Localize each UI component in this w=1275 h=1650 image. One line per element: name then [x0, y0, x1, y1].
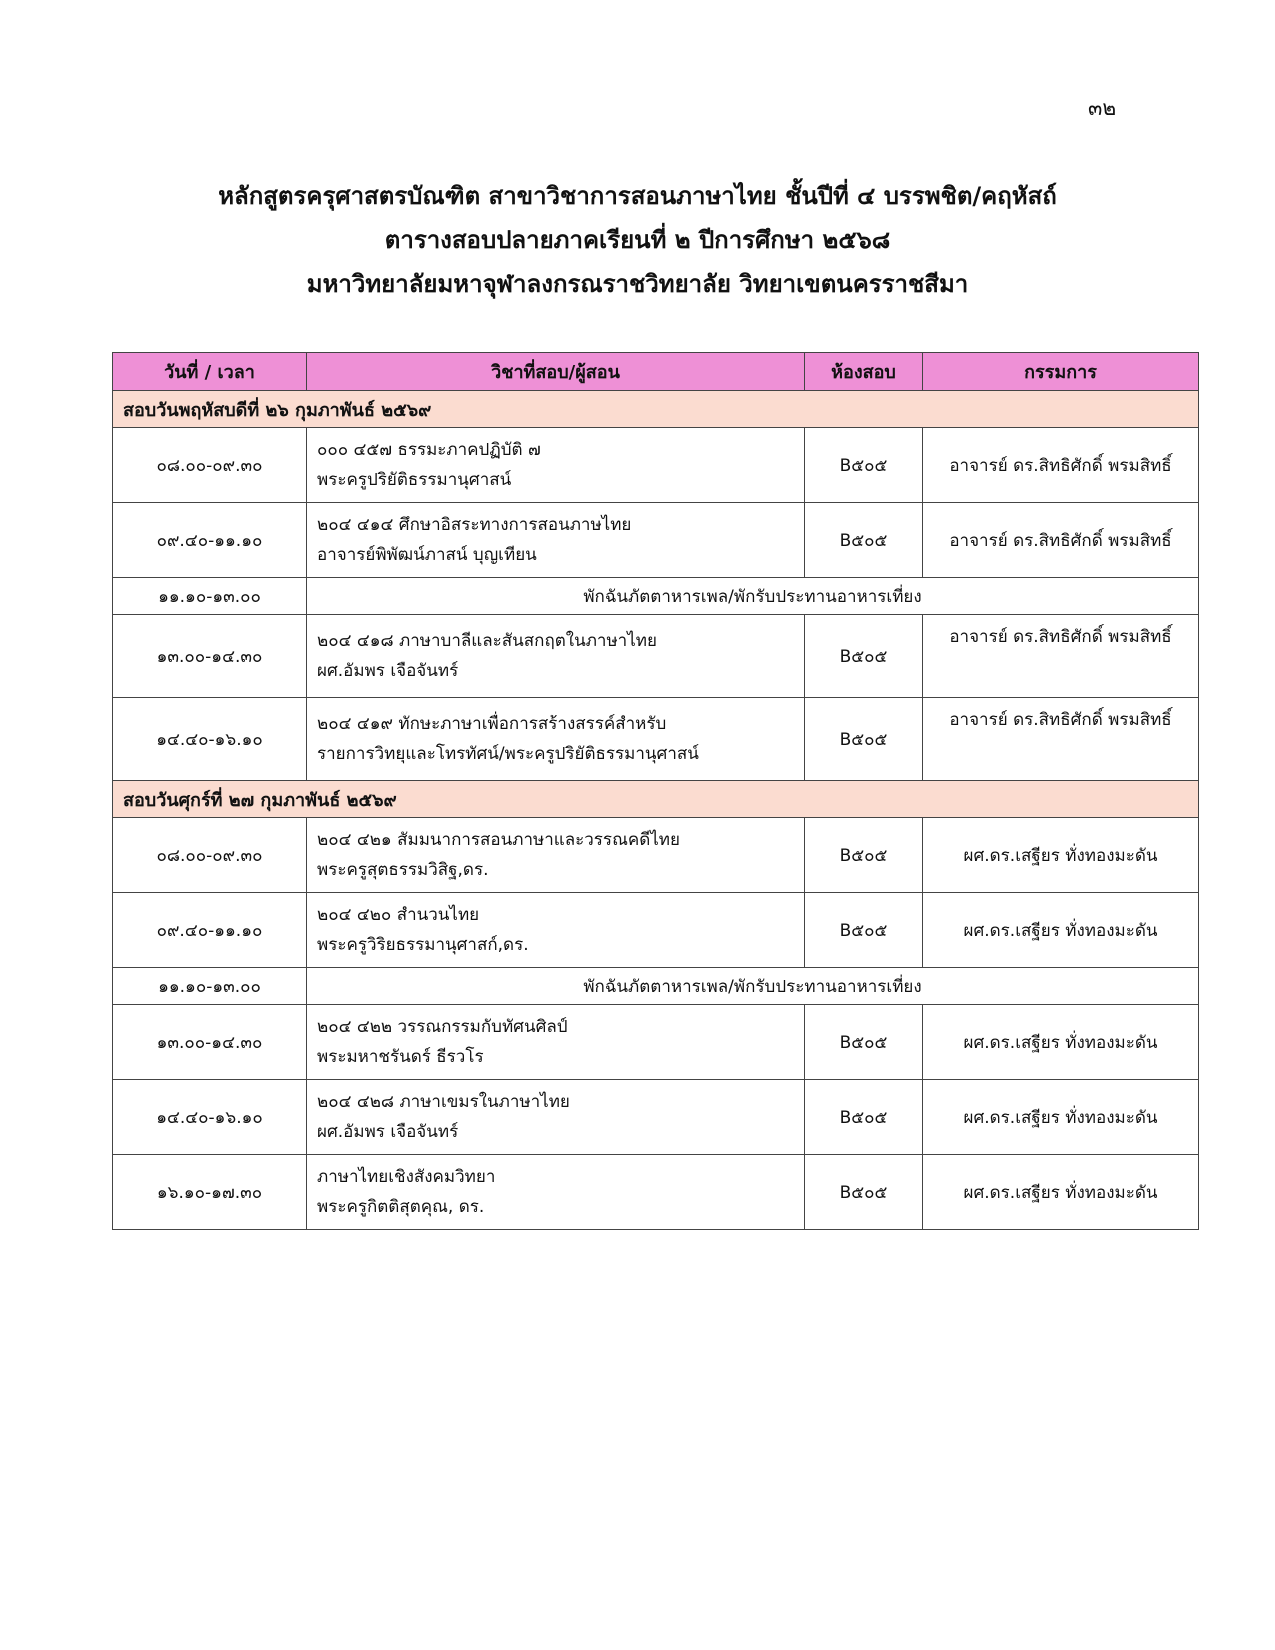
exam-subject-cell [307, 1080, 805, 1155]
exam-subject-cell [307, 893, 805, 968]
exam-time: ๐๘.๐๐-๐๙.๓๐ [113, 428, 307, 503]
exam-committee: ผศ.ดร.เสฐียร ทั่งทองมะดัน [923, 893, 1199, 968]
exam-subject-cell [307, 503, 805, 578]
exam-committee: อาจารย์ ดร.สิทธิศักดิ์ พรมสิทธิ์ [923, 698, 1199, 781]
break-row [113, 578, 1199, 615]
table-row [113, 1005, 1199, 1080]
exam-teacher: อาจารย์พิพัฒน์ภาสน์ บุญเทียน [317, 545, 537, 565]
exam-committee: อาจารย์ ดร.สิทธิศักดิ์ พรมสิทธิ์ [923, 615, 1199, 698]
table-row [113, 1080, 1199, 1155]
break-row [113, 968, 1199, 1005]
exam-teacher: รายการวิทยุและโทรทัศน์/พระครูปริยัติธรรมานุศาสน์ [317, 744, 699, 764]
day-row [113, 781, 1199, 818]
exam-time: ๑๔.๔๐-๑๖.๑๐ [113, 698, 307, 781]
exam-subject-cell [307, 428, 805, 503]
exam-teacher: ผศ.อัมพร เจือจันทร์ [317, 661, 459, 681]
exam-committee: ผศ.ดร.เสฐียร ทั่งทองมะดัน [923, 1155, 1199, 1230]
exam-subject-cell [307, 698, 805, 781]
header-room: ห้องสอบ [805, 353, 923, 391]
header-time: วันที่ / เวลา [113, 353, 307, 391]
exam-subject-cell [307, 615, 805, 698]
exam-teacher: พระครูวิริยธรรมานุศาสก์,ดร. [317, 935, 529, 955]
exam-time: ๐๘.๐๐-๐๙.๓๐ [113, 818, 307, 893]
day-label: สอบวันศุกร์ที่ ๒๗ กุมภาพันธ์ ๒๕๖๙ [113, 781, 1199, 818]
day-label: สอบวันพฤหัสบดีที่ ๒๖ กุมภาพันธ์ ๒๕๖๙ [113, 391, 1199, 428]
title-university: มหาวิทยาลัยมหาจุฬาลงกรณราชวิทยาลัย วิทยาเขตนครราชสีมา [306, 270, 969, 298]
exam-subject: ๒๐๔ ๔๑๘ ภาษาบาลีและสันสกฤตในภาษาไทย [317, 631, 657, 651]
exam-committee: อาจารย์ ดร.สิทธิศักดิ์ พรมสิทธิ์ [923, 503, 1199, 578]
exam-teacher: พระมหาชรันดร์ ธีรวโร [317, 1047, 484, 1067]
exam-subject: ๒๐๔ ๔๒๑ สัมมนาการสอนภาษาและวรรณคดีไทย [317, 830, 680, 850]
exam-committee: ผศ.ดร.เสฐียร ทั่งทองมะดัน [923, 1005, 1199, 1080]
exam-room: B๕๐๕ [805, 818, 923, 893]
table-row [113, 893, 1199, 968]
exam-schedule-table [112, 352, 1199, 1230]
title-exam-schedule: ตารางสอบปลายภาคเรียนที่ ๒ ปีการศึกษา ๒๕๖๘ [384, 226, 891, 254]
break-time: ๑๑.๑๐-๑๓.๐๐ [113, 968, 307, 1005]
exam-teacher: พระครูกิตติสุตคุณ, ดร. [317, 1197, 485, 1217]
table-row [113, 503, 1199, 578]
break-label: พักฉันภัตตาหารเพล/พักรับประทานอาหารเที่ยง [307, 968, 1199, 1005]
break-label: พักฉันภัตตาหารเพล/พักรับประทานอาหารเที่ยง [307, 578, 1199, 615]
exam-committee: ผศ.ดร.เสฐียร ทั่งทองมะดัน [923, 818, 1199, 893]
table-row [113, 818, 1199, 893]
exam-room: B๕๐๕ [805, 893, 923, 968]
exam-room: B๕๐๕ [805, 1080, 923, 1155]
exam-subject: ๐๐๐ ๔๕๗ ธรรมะภาคปฏิบัติ ๗ [317, 440, 541, 460]
exam-time: ๑๓.๐๐-๑๔.๓๐ [113, 615, 307, 698]
exam-subject-cell [307, 1155, 805, 1230]
exam-teacher: พระครูปริยัติธรรมานุศาสน์ [317, 470, 512, 490]
exam-time: ๑๔.๔๐-๑๖.๑๐ [113, 1080, 307, 1155]
table-row [113, 698, 1199, 781]
day-row [113, 391, 1199, 428]
table-row [113, 428, 1199, 503]
exam-time: ๐๙.๔๐-๑๑.๑๐ [113, 893, 307, 968]
exam-subject: ๒๐๔ ๔๑๔ ศึกษาอิสระทางการสอนภาษไทย [317, 515, 632, 535]
exam-subject-cell [307, 818, 805, 893]
exam-committee: ผศ.ดร.เสฐียร ทั่งทองมะดัน [923, 1080, 1199, 1155]
exam-subject: ๒๐๔ ๔๒๘ ภาษาเขมรในภาษาไทย [317, 1092, 570, 1112]
exam-room: B๕๐๕ [805, 503, 923, 578]
exam-room: B๕๐๕ [805, 428, 923, 503]
exam-subject-cell [307, 1005, 805, 1080]
exam-subject: ๒๐๔ ๔๑๙ ทักษะภาษาเพื่อการสร้างสรรค์สำหรับ [317, 714, 667, 734]
document-title-block [0, 174, 1275, 306]
exam-room: B๕๐๕ [805, 1155, 923, 1230]
exam-room: B๕๐๕ [805, 698, 923, 781]
exam-subject: ๒๐๔ ๔๒๐ สำนวนไทย [317, 905, 480, 925]
exam-time: ๐๙.๔๐-๑๑.๑๐ [113, 503, 307, 578]
exam-room: B๕๐๕ [805, 1005, 923, 1080]
exam-room: B๕๐๕ [805, 615, 923, 698]
title-curriculum: หลักสูตรครุศาสตรบัณฑิต สาขาวิชาการสอนภาษาไทย ชั้นปีที่ ๔ บรรพชิต/คฤหัสถ์ [218, 182, 1057, 210]
header-subject: วิชาที่สอบ/ผู้สอน [307, 353, 805, 391]
exam-committee: อาจารย์ ดร.สิทธิศักดิ์ พรมสิทธิ์ [923, 428, 1199, 503]
table-row [113, 1155, 1199, 1230]
header-committee: กรรมการ [923, 353, 1199, 391]
table-row [113, 615, 1199, 698]
exam-time: ๑๖.๑๐-๑๗.๓๐ [113, 1155, 307, 1230]
exam-teacher: ผศ.อัมพร เจือจันทร์ [317, 1122, 459, 1142]
page-number: ๓๒ [1088, 96, 1117, 120]
table-header-row [113, 353, 1199, 391]
exam-time: ๑๓.๐๐-๑๔.๓๐ [113, 1005, 307, 1080]
exam-subject: ๒๐๔ ๔๒๒ วรรณกรรมกับทัศนศิลป์ [317, 1017, 568, 1037]
break-time: ๑๑.๑๐-๑๓.๐๐ [113, 578, 307, 615]
exam-teacher: พระครูสุตธรรมวิสิฐ,ดร. [317, 860, 489, 880]
exam-subject: ภาษาไทยเชิงสังคมวิทยา [317, 1167, 496, 1187]
